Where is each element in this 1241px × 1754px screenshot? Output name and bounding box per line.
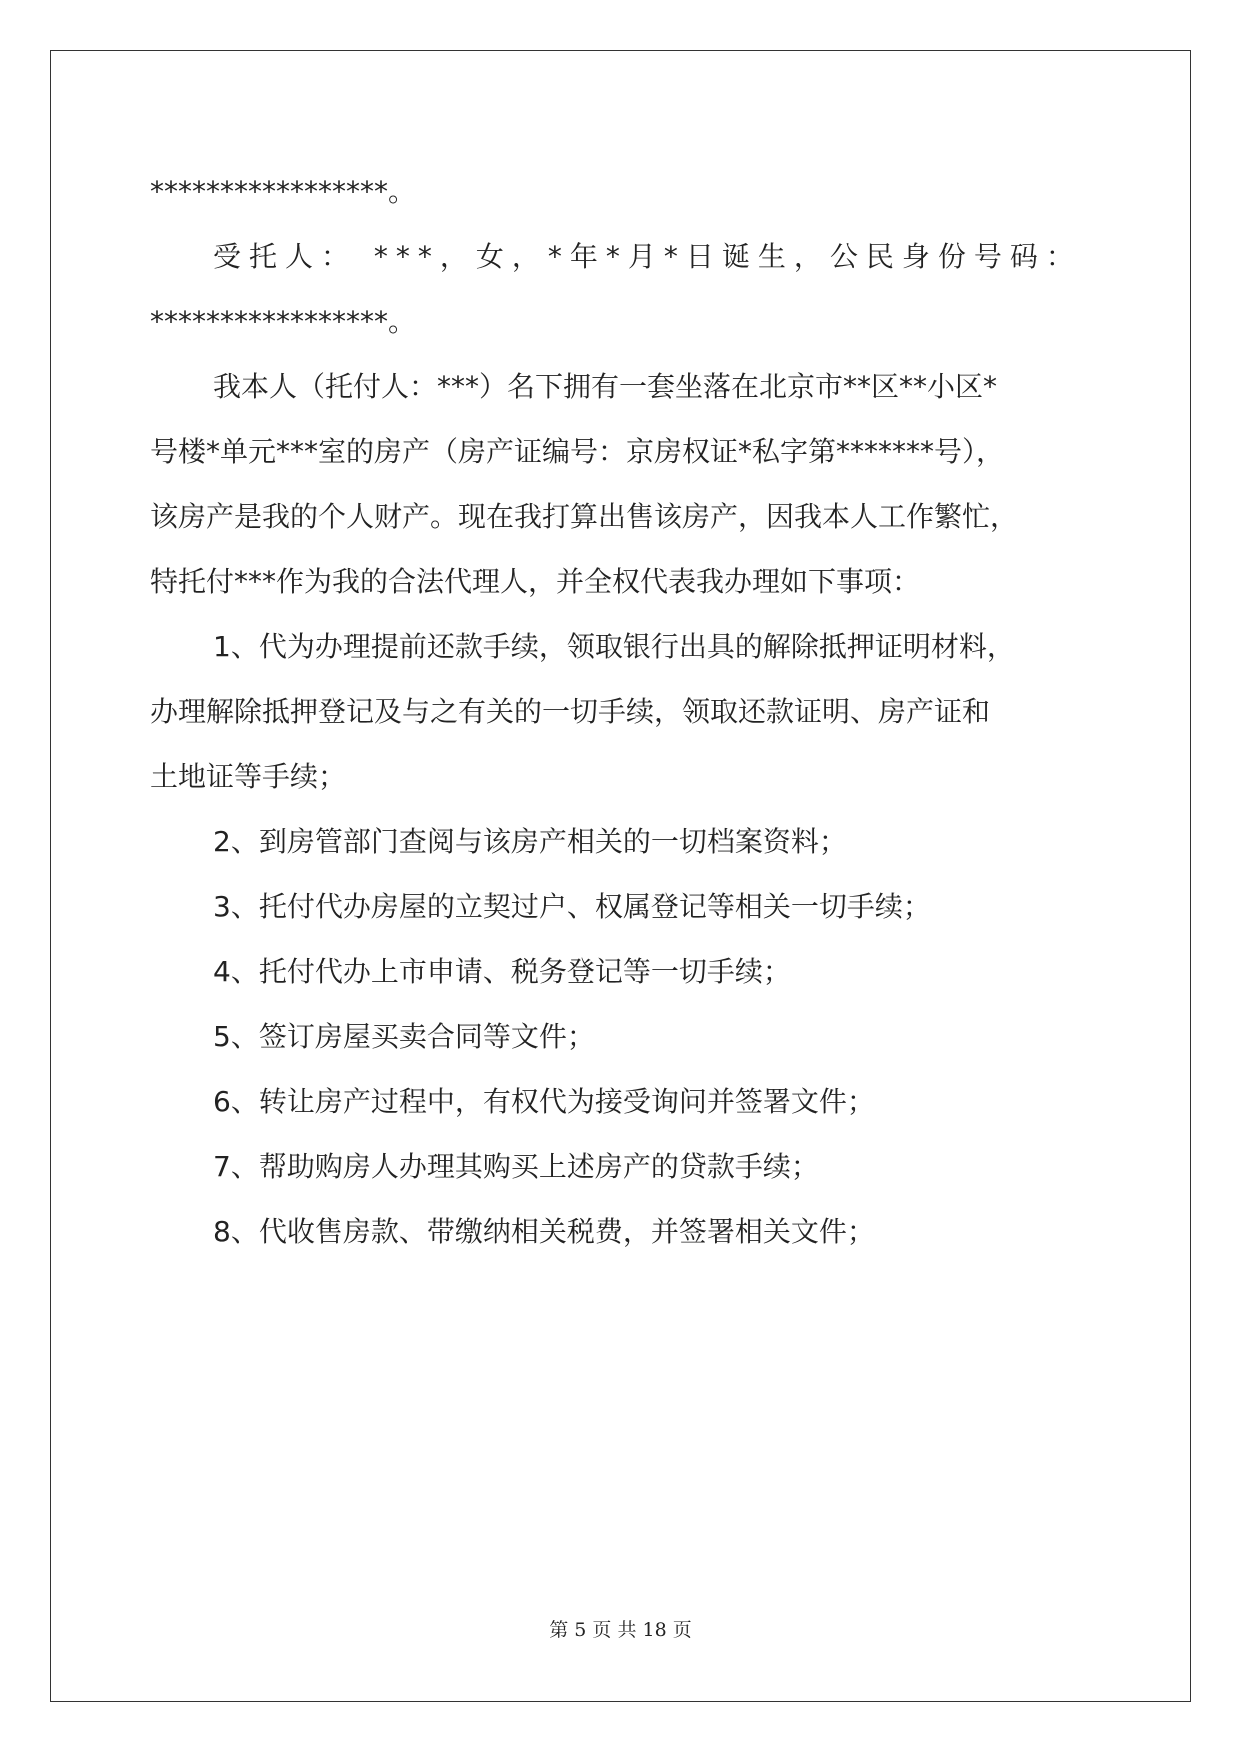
list-item: 8、代收售房款、带缴纳相关税费，并签署相关文件； xyxy=(213,1215,875,1248)
list-item: 2、到房管部门查阅与该房产相关的一切档案资料； xyxy=(213,825,847,858)
text-line: 办理解除抵押登记及与之有关的一切手续，领取还款证明、房产证和 xyxy=(150,695,991,728)
list-item: 5、签订房屋买卖合同等文件； xyxy=(213,1020,595,1053)
text-line: 受托人： ***，女，*年*月*日诞生，公民身份号码： xyxy=(213,240,1082,273)
text-line: *****************。 xyxy=(150,305,417,338)
list-item: 7、帮助购房人办理其购买上述房产的贷款手续； xyxy=(213,1150,819,1183)
text-line: 我本人（托付人：***）名下拥有一套坐落在北京市**区**小区* xyxy=(213,370,998,403)
text-line: *****************。 xyxy=(150,175,417,208)
page-border xyxy=(50,50,1191,1702)
page-number: 第 5 页 共 18 页 xyxy=(549,1619,692,1641)
text-line: 土地证等手续； xyxy=(150,760,347,793)
list-item: 3、托付代办房屋的立契过户、权属登记等相关一切手续； xyxy=(213,890,931,923)
text-line: 1、代为办理提前还款手续，领取银行出具的解除抵押证明材料， xyxy=(213,630,1015,663)
list-item: 4、托付代办上市申请、税务登记等一切手续； xyxy=(213,955,791,988)
text-line: 号楼*单元***室的房产（房产证编号：京房权证*私字第*******号）， xyxy=(150,435,1005,468)
text-line: 特托付***作为我的合法代理人，并全权代表我办理如下事项： xyxy=(150,565,921,598)
text-line: 该房产是我的个人财产。现在我打算出售该房产，因我本人工作繁忙， xyxy=(150,500,1019,533)
list-item: 6、转让房产过程中，有权代为接受询问并签署文件； xyxy=(213,1085,875,1118)
